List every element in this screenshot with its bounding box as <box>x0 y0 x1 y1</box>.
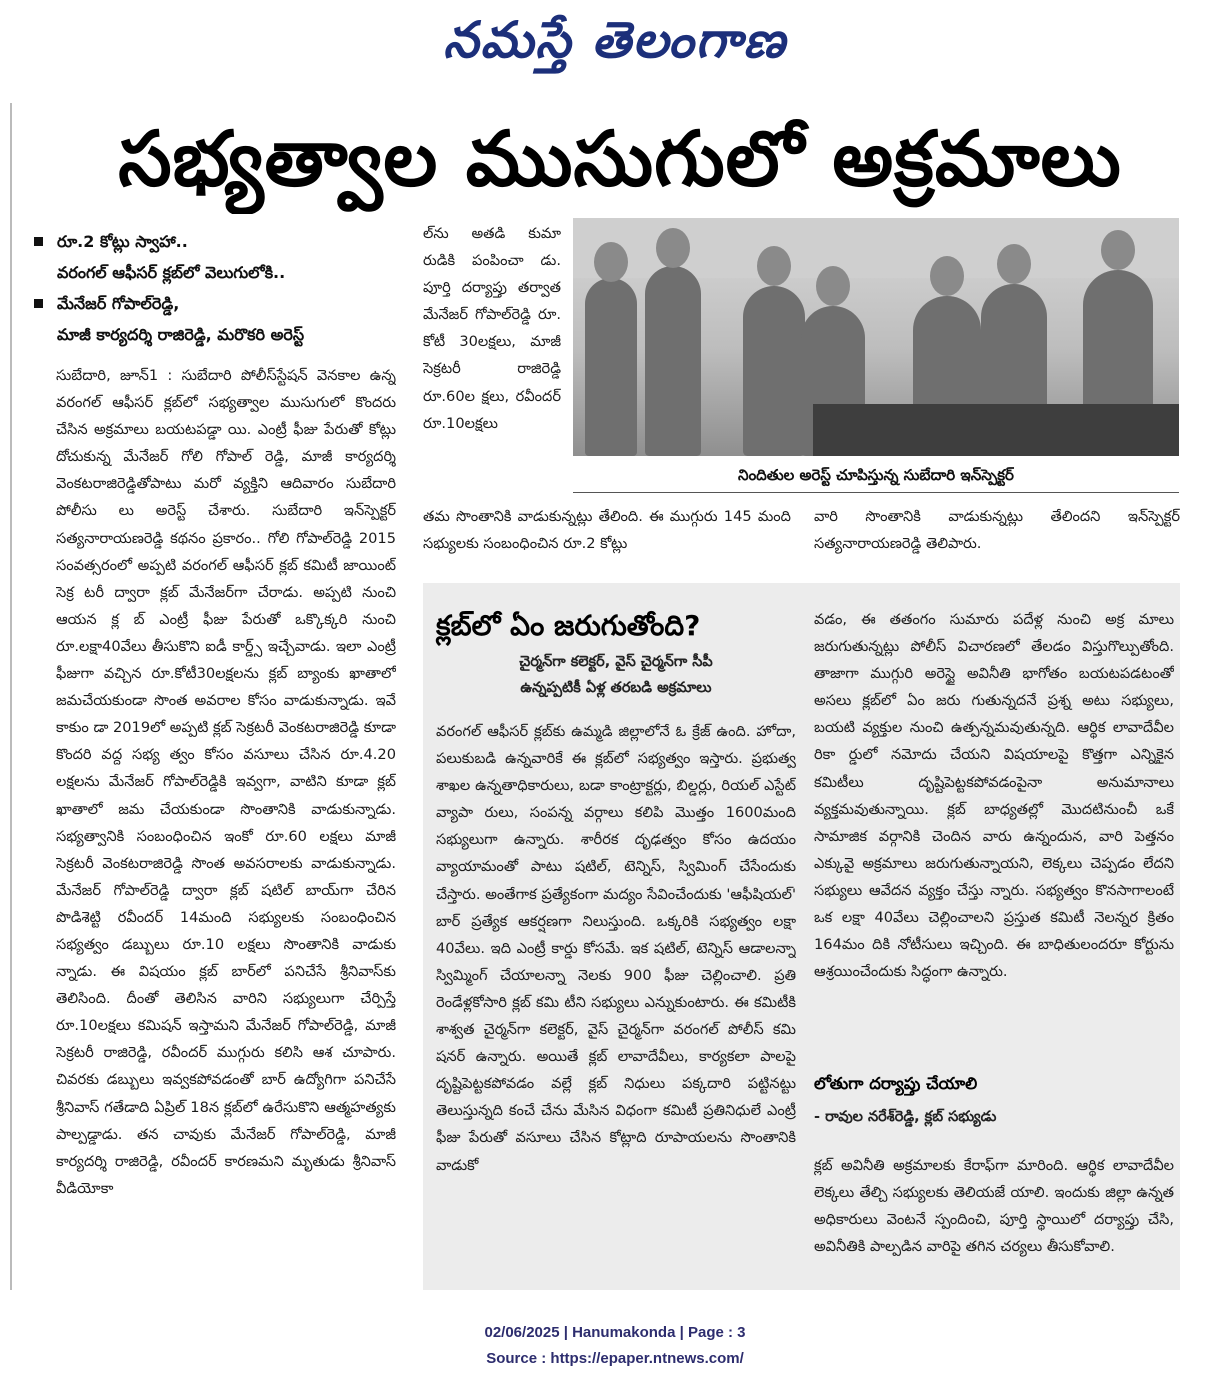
quote-author: - రావుల నరేశ్‌రెడ్డి, క్లబ్ సభ్యుడు <box>814 1109 997 1125</box>
news-photo <box>573 218 1179 456</box>
sidebar-column-2: వడం, ఈ తతంగం సుమారు పదేళ్ల నుంచి అక్ర మాలు జరుగుతున్నట్లు పోలీస్ విచారణలో తేలడం విస్తుగొల్పుతోంది. తాజాగా ముగ్గురి అరెస్టై అవినీతి భాగోతం బయటపడటంతో అసలు క్లబ్‌లో ఏం జరు గుతున్నదనే ప్రశ్న అటు సభ్యులు, బయటి వ్యక్తుల నుంచి ఉత్పన్నమవుతున్నది. ఆర్థిక లావాదేవీల రికా ర్డులో నమోదు చేయని విషయాలపై కొత్తగా ఎన్నికైన కమిటీలు దృష్టిపెట్టకపోవడంపైనా అనుమానాలు వ్యక్తమవుతున్నాయి. క్లబ్ బాధ్యతల్లో మొదటినుంచీ ఒకే సామాజిక వర్గానికి చెందిన వారు ఉన్నందున, వారి పెత్తనం ఎక్కువై అక్రమాలు జరుగుతున్నాయని, లెక్కలు చెప్పడం లేదని సభ్యులు ఆవేదన వ్యక్తం చేస్తు న్నారు. సభ్యత్వం కొనసాగాలంటే ఒక లక్షా 40వేలు చెల్లించాలని ప్రస్తుత కమిటీ నెలన్నర క్రితం 164మం దికి నోటీసులు ఇచ్చింది. ఈ బాధితులందరూ కోర్టును ఆశ్రయించేందుకు సిద్ధంగా ఉన్నారు. <box>814 611 1174 981</box>
article-continuation-b: వారి సొంతానికి వాడుకున్నట్లు తేలిందని ఇన్‌స్పెక్టర్ సత్యనారాయణరెడ్డి తెలిపారు. <box>814 508 1180 553</box>
bullet-text: మేనేజర్ గోపాల్‌రెడ్డి, మాజీ కార్యదర్శి రాజిరెడ్డి, మరొకరి అరెస్ట్ <box>57 294 305 344</box>
photo-person <box>743 286 805 456</box>
article-column-2: ల్‌ను అతడి కుమా రుడికి పంపించా డు. పూర్తి దర్యాప్తు తర్వాత మేనేజర్ గోపాల్‌రెడ్డి రూ. కోటీ 30లక్షలు, మాజీ సెక్రటరీ రాజిరెడ్డి రూ.60ల క్షలు, రవీందర్ రూ.10లక్షలు <box>423 225 561 432</box>
masthead <box>0 4 1230 76</box>
quote-body: క్లబ్ అవినీతి అక్రమాలకు కేరాఫ్‌గా మారింది. ఆర్థిక లావాదేవీల లెక్కలు తేల్చి సభ్యులకు తెలియజే యాలి. ఇందుకు జిల్లా ఉన్నత అధికారులు వెంటనే స్పందించి, పూర్తి స్థాయిలో దర్యాప్తు చేసి, అవినీతికి పాల్పడిన వారిపై తగిన చర్యలు తీసుకోవాలి. <box>814 1157 1174 1256</box>
sidebar-subtitle: చైర్మన్‌గా కలెక్టర్, వైస్ చైర్మన్‌గా సీపీ ఉన్నప్పటికీ ఏళ్ల తరబడి అక్రమాలు <box>519 654 713 696</box>
footer-date-line: 02/06/2025 | Hanumakonda | Page : 3 <box>484 1324 746 1341</box>
photo-person <box>585 278 637 456</box>
masthead-logo: నమస్తే తెలంగాణ <box>443 10 787 69</box>
left-column-rule <box>10 103 12 1290</box>
bullet-text: రూ.2 కోట్లు స్వాహా.. వరంగల్ ఆఫీసర్ క్లబ్‌లో వెలుగులోకి.. <box>57 232 286 282</box>
page-footer <box>0 1320 1230 1372</box>
sidebar-title: క్లబ్‌లో ఏం జరుగుతోంది? <box>436 609 701 642</box>
photo-desk <box>813 404 1179 456</box>
bullet-item <box>34 226 414 288</box>
headline: సభ్యత్వాల ముసుగులో అక్రమాలు <box>118 114 1122 203</box>
quote-title: లోతుగా దర్యాప్తు చేయాలి <box>814 1074 978 1093</box>
article-column-1: సుబేదారి, జూన్1 : సుబేదారి పోలీస్‌స్టేషన్ వెనకాల ఉన్న వరంగల్ ఆఫీసర్ క్లబ్‌లో సభ్యత్వాల ముసుగులో కొందరు చేసిన అక్రమాలు బయటపడ్డా యి. ఎంట్రీ ఫీజు పేరుతో కోట్లు దోచుకున్న మేనేజర్ గోలి గోపాల్ రెడ్డి, మాజీ కార్యదర్శి వెంకటరాజిరెడ్డితోపాటు మరో వ్యక్తిని ఆదివారం సుబేదారి పోలీసు లు అరెస్ట్ చేశారు. సుబేదారి ఇన్‌స్పెక్టర్ సత్యనారాయణరెడ్డి కథనం ప్రకారం.. గోలి గోపాల్‌రెడ్డి 2015 సంవత్సరంలో అప్పటి వరంగల్ ఆఫీసర్ క్లబ్ కమిటీ జాయింట్ సెక్ర టరీ ద్వారా క్లబ్ మేనేజర్‌గా చేరాడు. అప్పటి నుంచి ఆయన క్ల బ్ ఎంట్రీ ఫీజు పేరుతో ఒక్కొక్కరి నుంచి రూ.లక్షా40వేలు తీసుకొని ఐడీ కార్డ్స్ ఇచ్చేవాడు. ఇలా ఎంట్రీ ఫీజుగా వచ్చిన రూ.కోటీ30లక్షలను క్లబ్ బ్యాంకు ఖాతాలో జమచేయకుండా సొంత అవరాల కోసం వాడుకున్నాడు. ఇవే కాకుం డా 2019లో అప్పటి క్లబ్ సెక్రటరీ వెంకటరాజిరెడ్డి కూడా కొందరి వద్ద సభ్య త్వం కోసం వసూలు చేసిన రూ.4.20 లక్షలను మేనేజర్ గోపాల్‌రెడ్డికి ఇవ్వగా, వాటిని కూడా క్లబ్ ఖాతాలో జమ చేయకుండా సొంతానికి వాడుకున్నాడు. సభ్యత్వానికి సంబంధించిన ఇంకో రూ.60 లక్షలు మాజీ సెక్రటరీ వెంకటరాజిరెడ్డి సొంత అవసరాలకు వాడుకున్నాడు. మేనేజర్ గోపాల్‌రెడ్డి ద్వారా క్లబ్ షటిల్ బాయ్‌గా చేరిన పొడిశెట్టి రవీందర్ 14మంది సభ్యులకు సంబంధించిన సభ్యత్వం డబ్బులు రూ.10 లక్షలు సొంతానికి వాడుకు న్నాడు. ఈ విషయం క్లబ్ బార్‌లో పనిచేసే శ్రీనివాస్‌కు తెలిసింది. దీంతో తెలిసిన వారిని సభ్యులుగా చేర్పిస్తే రూ.10లక్షలు కమిషన్ ఇస్తామని మేనేజర్ గోపాల్‌రెడ్డి, మాజీ సెక్రటరీ రాజిరెడ్డి, రవీందర్ ముగ్గురు కలిసి ఆశ చూపారు. చివరకు డబ్బులు ఇవ్వకపోవడంతో బార్ ఉద్యోగిగా పనిచేసే శ్రీనివాస్ గతేడాది ఏప్రిల్ 18న క్లబ్‌లో ఉరేసుకొని ఆత్మహత్యకు పాల్పడ్డాడు. తన చావుకు మేనేజర్ గోపాల్‌రెడ్డి, మాజీ కార్యదర్శి రాజిరెడ్డి, రవీందర్ కారణమని మృతుడు శ్రీనివాస్ వీడియోకా <box>56 367 396 1197</box>
bullet-list <box>34 226 414 350</box>
square-bullet-icon <box>34 299 43 308</box>
photo-caption: నిందితుల అరెస్ట్ చూపిస్తున్న సుబేదారి ఇన్‌స్పెక్టర్ <box>573 457 1179 493</box>
footer-source-line: Source : https://epaper.ntnews.com/ <box>486 1350 744 1367</box>
photo-person <box>645 266 701 456</box>
article-continuation-a: తమ సొంతానికి వాడుకున్నట్లు తేలింది. ఈ ముగ్గురు 145 మంది సభ్యులకు సంబంధించిన రూ.2 కోట్లు <box>423 508 791 553</box>
bullet-item <box>34 288 414 350</box>
sidebar-column-1: వరంగల్ ఆఫీసర్ క్లబ్‌కు ఉమ్మడి జిల్లాలోనే ఓ క్రేజ్ ఉంది. హోదా, పలుకుబడి ఉన్నవారికే ఈ క్లబ్‌లో సభ్యత్వం ఇస్తారు. ప్రభుత్వ శాఖల ఉన్నతాధికారులు, బడా కాంట్రాక్టర్లు, బిల్డర్లు, రియల్ ఎస్టేట్ వ్యాపా రులు, సంపన్న వర్గాలు కలిపి మొత్తం 1600మంది సభ్యులుగా ఉన్నారు. శారీరక దృఢత్వం కోసం ఉదయం వ్యాయామంతో పాటు షటిల్, టెన్నిస్, స్విమింగ్ చేసేందుకు చేస్తారు. అంతేగాక ప్రత్యేకంగా మద్యం సేవించేందుకు 'ఆఫీషియల్' బార్ ప్రత్యేక ఆకర్షణగా నిలుస్తుంది. ఒక్కరికి సభ్యత్వం లక్షా 40వేలు. ఇది ఎంట్రీ కార్డు కోసమే. ఇక షటిల్, టెన్నిస్ ఆడాలన్నా స్విమ్మింగ్ చేయాలన్నా నెలకు 900 ఫీజు చెల్లించాలి. ప్రతి రెండేళ్లకోసారి క్లబ్ కమి టీని సభ్యులు ఎన్నుకుంటారు. ఈ కమిటీకి శాశ్వత చైర్మన్‌గా కలెక్టర్, వైస్ చైర్మన్‌గా వరంగల్ పోలీస్ కమి షనర్ ఉన్నారు. అయితే క్లబ్ లావాదేవీలు, కార్యకలా పాలపై దృష్టిపెట్టకపోవడం వల్లే క్లబ్ నిధులు పక్కదారి పట్టినట్టు తెలుస్తున్నది కంచే చేను మేసిన విధంగా కమిటీ ప్రతినిధులే ఎంట్రీ ఫీజు పేరుతో వసూలు చేసిన కోట్లాది రూపాయలను సొంతానికి వాడుకో <box>436 723 796 1174</box>
square-bullet-icon <box>34 237 43 246</box>
